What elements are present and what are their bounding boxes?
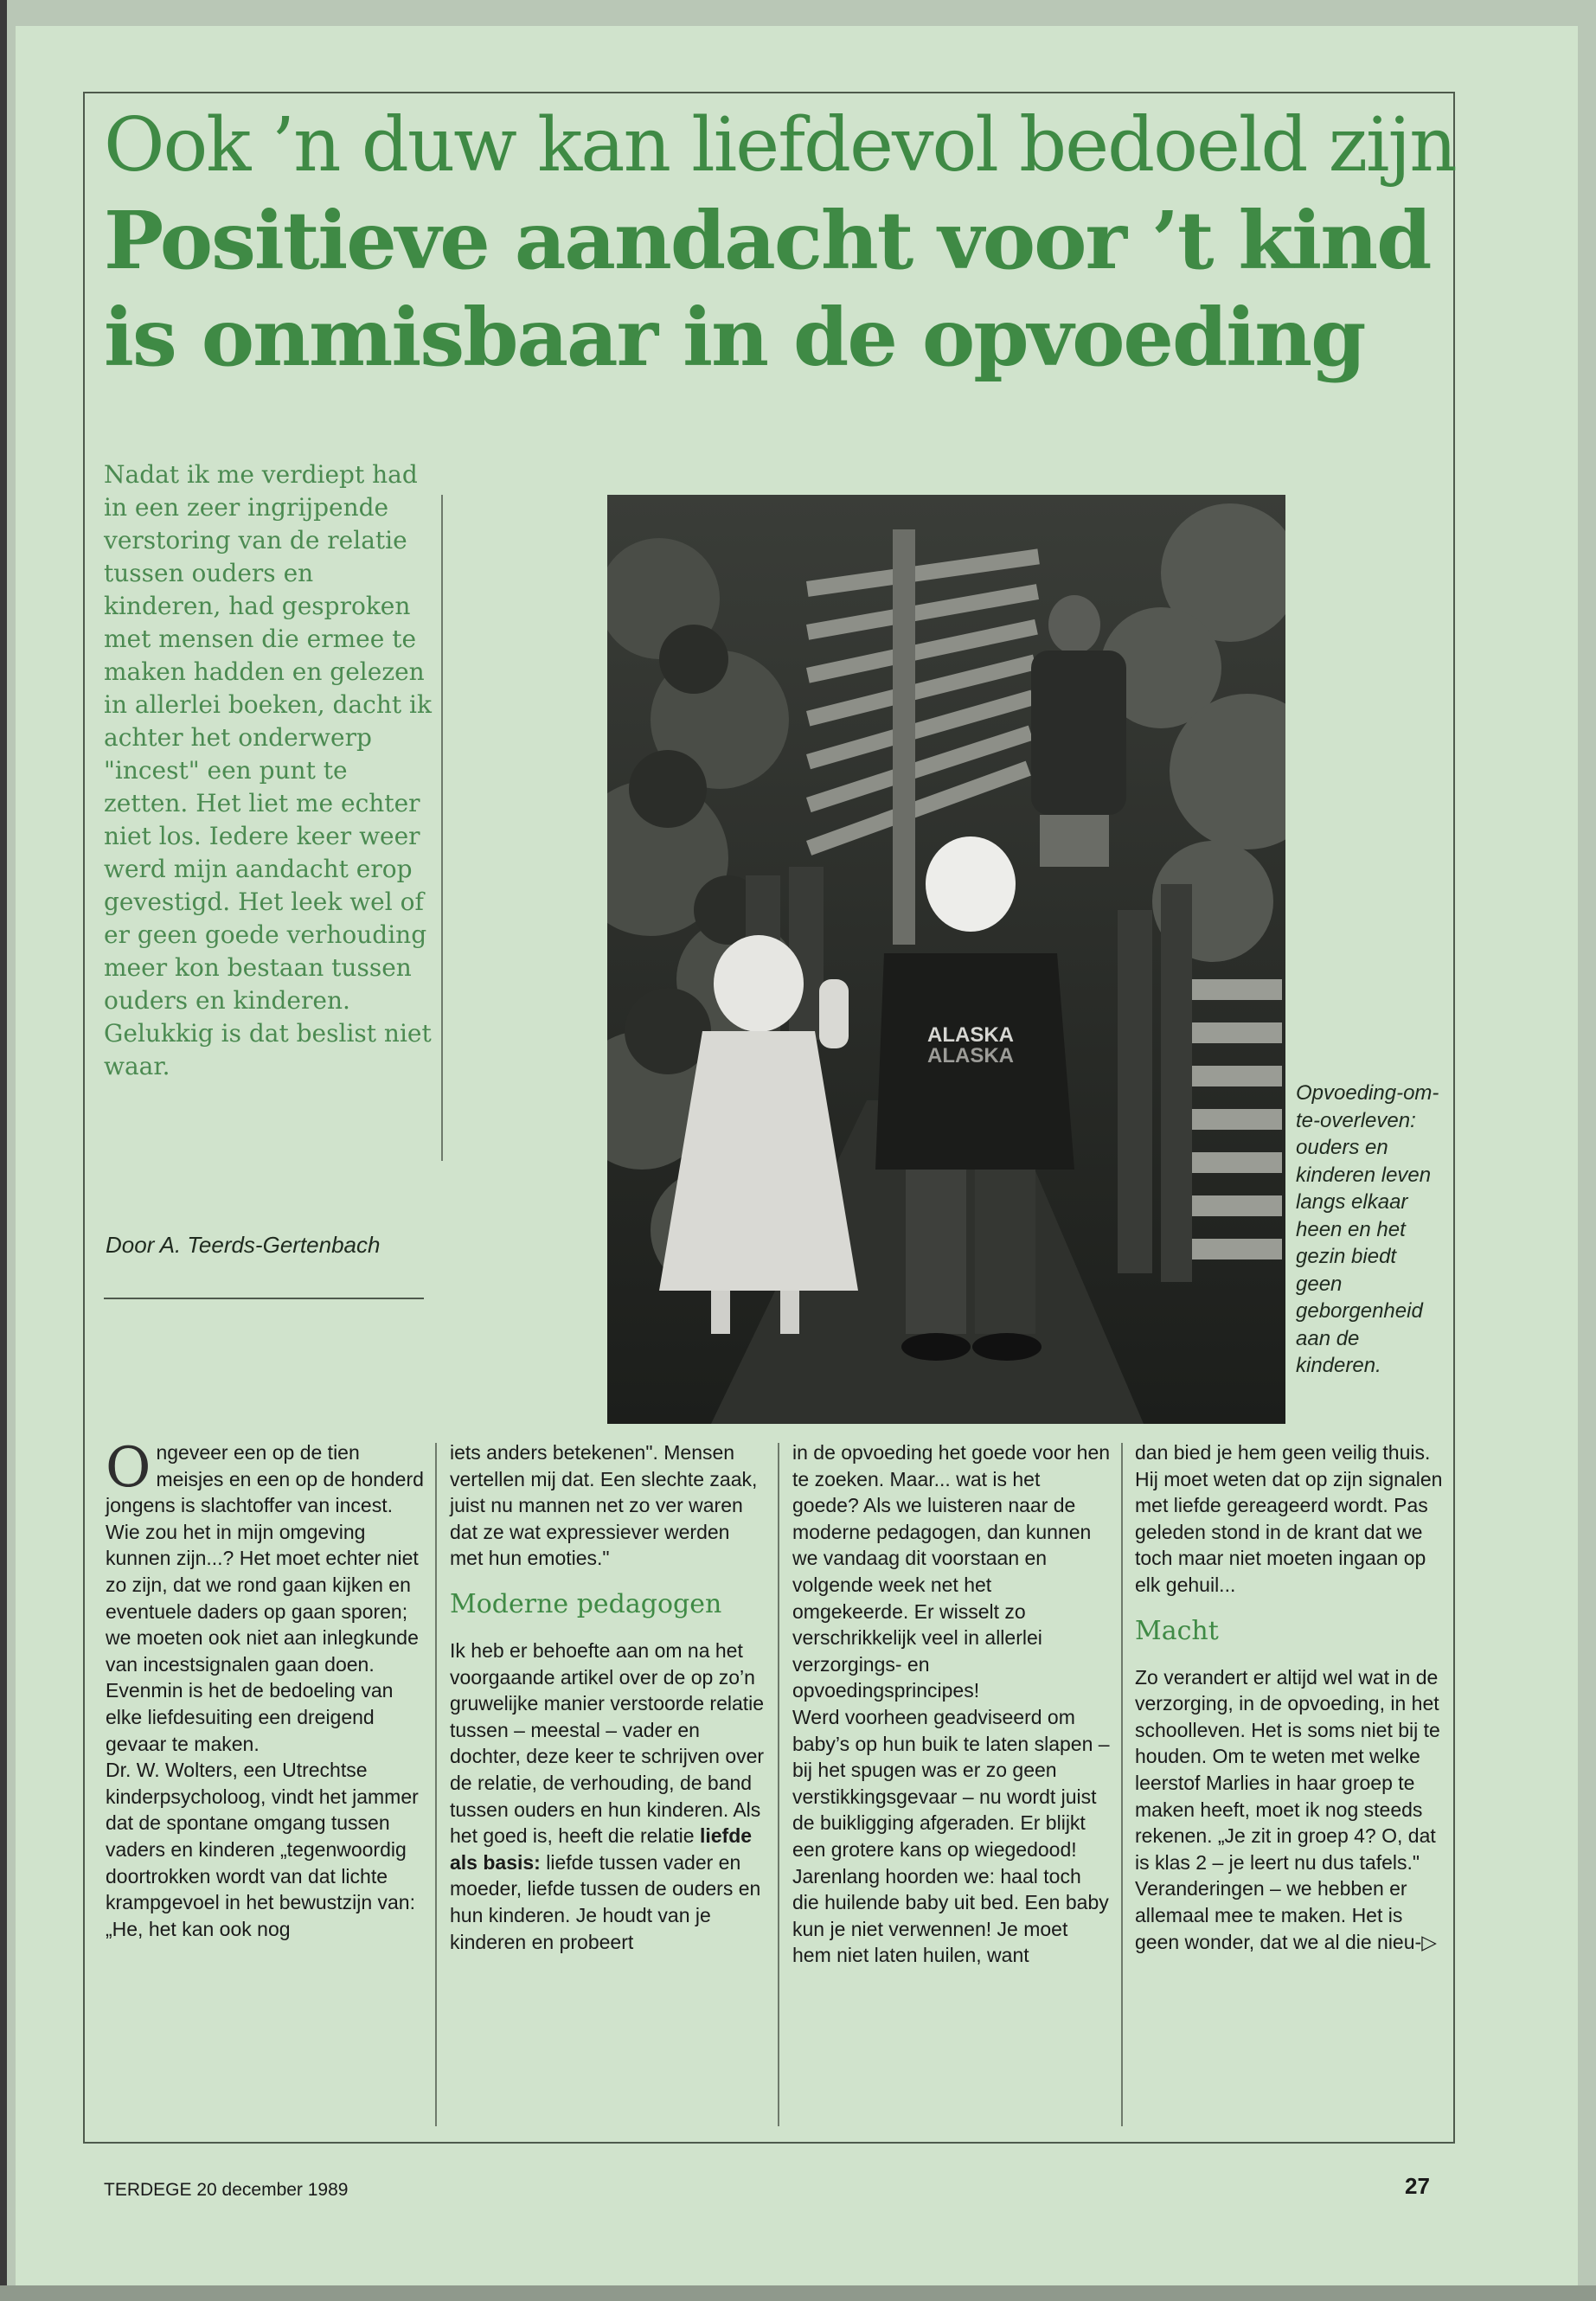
author-byline: Door A. Teerds-Gertenbach	[106, 1232, 381, 1258]
scan-edge-left	[0, 0, 7, 2301]
column-divider-1	[435, 1443, 437, 2126]
scan-edge-bottom	[0, 2285, 1596, 2301]
body-column-2	[450, 1439, 766, 1955]
column4-paragraph2	[1135, 1664, 1448, 1956]
body-column-4	[1135, 1439, 1448, 1955]
subhead-macht: Macht	[1135, 1615, 1219, 1646]
footer-publication: TERDEGE 20 december 1989	[104, 2180, 349, 2200]
author-divider	[104, 1298, 424, 1299]
headline-line1: Ook ’n duw kan liefdevol bedoeld zijn	[104, 102, 1456, 189]
column2-paragraph1: iets anders betekenen". Mensen vertellen mij dat. Een slechte zaak, juist nu mannen net zo ver waren dat ze wat expressiever werden met hun emoties."	[450, 1441, 758, 1570]
column2-bold-phrase: liefde als basis:	[450, 1824, 753, 1874]
body-column-1	[106, 1436, 426, 1942]
column4-text: Zo verandert er altijd wel wat in de verzorging, in de opvoeding, in het schoolleven. Het is soms niet bij te houden. Om te weten met welke leerstof Marlies in haar groep te maken heeft, moet ik nog steeds rekenen. „Je zit in groep 4? O, dat is klas 2 – je leert nu dus tafels." Veranderingen – we hebben er allemaal mee te maken. Het is geen wonder, dat we al die nieu-	[1135, 1665, 1440, 1953]
column2-text-before: Ik heb er behoefte aan om na het voorgaande artikel over de op zo’n gruwelijke manier verstoorde relatie tussen – meestal – vader en dochter, deze keer te schrijven over de relatie, de verhouding, de band tussen ouders en hun kinderen. Als het goed is, heeft die relatie	[450, 1638, 765, 1848]
column1-paragraph2: Dr. W. Wolters, een Utrechtse kinderpsycholoog, vindt het jammer dat de spontane omgang tussen vaders en kinderen „tegenwoordig doortrokken wordt van dat lichte krampgevoel in het bewustzijn van: „He, het kan ook nog	[106, 1759, 419, 1940]
body-column-3	[792, 1439, 1111, 1969]
column-divider-2	[778, 1443, 779, 2126]
column2-paragraph2	[450, 1638, 766, 1955]
column3-paragraph1: in de opvoeding het goede voor hen te zoeken. Maar... wat is het goede? Als we luisteren naar de moderne pedagogen, dan kunnen we vandaag dit voorstaan en volgende week net het omgekeerde. Er wisselt zo verschrikkelijk veel in allerlei verzorgings- en opvoedingsprincipes!	[792, 1441, 1111, 1702]
shirt-print-echo: ALASKA	[927, 1044, 1014, 1067]
page-number: 27	[1405, 2173, 1430, 2199]
column4-paragraph1: dan bied je hem geen veilig thuis. Hij moet weten dat op zijn signalen met liefde gereageerd wordt. Pas geleden stond in de krant dat we toch maar niet moeten ingaan op elk gehuil...	[1135, 1441, 1443, 1596]
intro-paragraph: Nadat ik me verdiept had in een zeer ingrijpende verstoring van de relatie tussen ouders en kinderen, had gesproken met mensen die ermee te maken hadden en gelezen in allerlei boeken, dacht ik achter het onderwerp "incest" een punt te zetten. Het liet me echter niet los. Iedere keer weer werd mijn aandacht erop gevestigd. Het leek wel of er geen goede verhouding meer kon bestaan tussen ouders en kinderen. Gelukkig is dat beslist niet waar.	[104, 460, 432, 1080]
shirt-print: ALASKA	[927, 1023, 1014, 1047]
column-divider-3	[1121, 1443, 1123, 2126]
column3-paragraph2: Werd voorheen geadviseerd om baby’s op hun buik te laten slapen – bij het spugen was er zo geen verstikkingsgevaar – nu wordt juist de buikligging afgeraden. Er blijkt een grotere kans op wiegedood! Jarenlang hoorden we: haal toch die huilende baby uit bed. Een baby kun je niet verwennen! Je moet hem niet laten huilen, want	[792, 1705, 1110, 1967]
intro-column-divider	[441, 495, 443, 1161]
headline-line2: Positieve aandacht voor ’t kind is onmisbaar in de opvoeding	[104, 194, 1431, 384]
continue-arrow-icon: ▷	[1421, 1930, 1437, 1953]
column2-text-after: liefde tussen vader en moeder, liefde tussen de ouders en hun kinderen. Je houdt van je kinderen en probeert	[450, 1850, 761, 1953]
subhead-moderne-pedagogen: Moderne pedagogen	[450, 1588, 722, 1619]
drop-cap: O	[106, 1436, 151, 1500]
photo-caption: Opvoeding-om-te-overleven: ouders en kinderen leven langs elkaar heen en het gezin biedt geen geborgenheid aan de kinderen.	[1296, 1081, 1439, 1377]
article-photo	[607, 495, 1285, 1424]
photo-illustration	[607, 495, 1285, 1424]
column1-paragraph1: ngeveer een op de tien meisjes en een op de honderd jongens is slachtoffer van incest. Wie zou het in mijn omgeving kunnen zijn...? Het moet echter niet zo zijn, dat we rond gaan kijken en eventuele daders op gaan sporen; we moeten ook niet aan inlegkunde van incestsignalen gaan doen. Evenmin is het de bedoeling van elke liefdesuiting een dreigend gevaar te maken.	[106, 1441, 424, 1755]
